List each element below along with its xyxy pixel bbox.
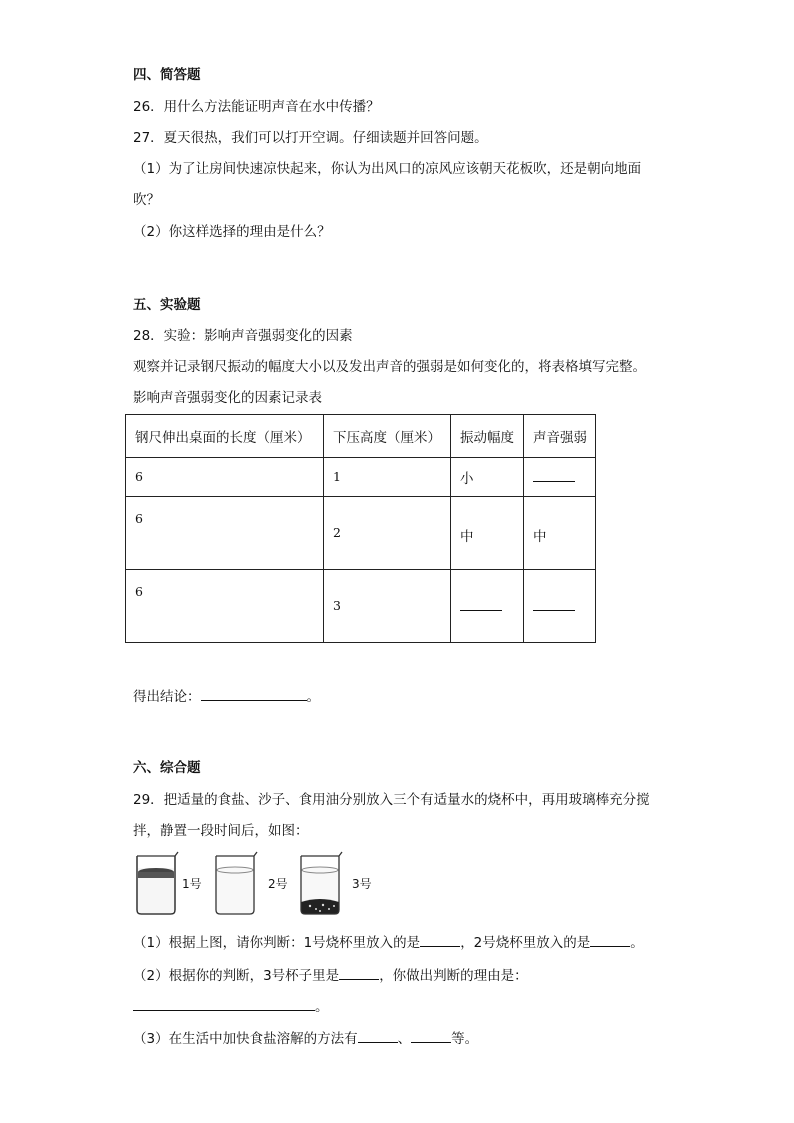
beaker-2-label: 2号 bbox=[268, 877, 288, 891]
question-29-part-2 bbox=[133, 965, 528, 986]
part-3-text-b: 、 bbox=[397, 1031, 412, 1047]
header-height: 下压高度（厘米） bbox=[324, 415, 451, 458]
cell-loudness: 中 bbox=[533, 529, 547, 545]
section-5-title: 五、实验题 bbox=[133, 297, 201, 313]
experiment-instruction: 观察并记录钢尺振动的幅度大小以及发出声音的强弱是如何变化的，将表格填写完整。 bbox=[133, 359, 646, 375]
part-1-text-b: ，2号烧杯里放入的是 bbox=[460, 935, 591, 951]
answer-blank[interactable] bbox=[358, 1028, 398, 1043]
period: 。 bbox=[306, 689, 320, 705]
beaker-1-icon bbox=[137, 852, 178, 914]
cell-amplitude: 中 bbox=[460, 529, 474, 545]
part-2-text-b: ，你做出判断的理由是： bbox=[379, 968, 528, 984]
conclusion-blank[interactable] bbox=[201, 686, 307, 701]
beaker-1-label: 1号 bbox=[182, 877, 202, 891]
record-table bbox=[125, 414, 596, 643]
cell-height: 2 bbox=[333, 525, 341, 540]
header-amplitude: 振动幅度 bbox=[451, 415, 524, 458]
header-length: 钢尺伸出桌面的长度（厘米） bbox=[126, 415, 324, 458]
answer-blank[interactable] bbox=[133, 996, 315, 1011]
answer-blank[interactable] bbox=[460, 598, 502, 611]
beakers-figure bbox=[130, 850, 380, 920]
conclusion-line bbox=[133, 686, 320, 707]
answer-blank[interactable] bbox=[590, 932, 630, 947]
question-29-part-3 bbox=[133, 1028, 478, 1049]
cell-length: 6 bbox=[135, 584, 143, 599]
table-row bbox=[126, 458, 596, 497]
cell-length: 6 bbox=[135, 511, 143, 526]
question-29-part-2-answer bbox=[133, 996, 329, 1017]
part-1-text-c: 。 bbox=[630, 935, 644, 951]
answer-blank[interactable] bbox=[411, 1028, 451, 1043]
beaker-3-icon bbox=[301, 852, 342, 914]
question-29-part-1 bbox=[133, 932, 644, 953]
period: 。 bbox=[315, 999, 329, 1015]
section-4-title: 四、简答题 bbox=[133, 67, 201, 83]
question-27-part-1: （1）为了让房间快速凉快起来，你认为出风口的凉风应该朝天花板吹，还是朝向地面 bbox=[133, 161, 642, 177]
beaker-3-label: 3号 bbox=[352, 877, 372, 891]
conclusion-label: 得出结论： bbox=[133, 689, 201, 705]
beaker-2-icon bbox=[216, 852, 257, 914]
table-row bbox=[126, 570, 596, 643]
answer-blank[interactable] bbox=[533, 598, 575, 611]
table-row bbox=[126, 497, 596, 570]
header-loudness: 声音强弱 bbox=[524, 415, 596, 458]
part-1-text-a: （1）根据上图，请你判断：1号烧杯里放入的是 bbox=[133, 935, 421, 951]
question-28: 28．实验：影响声音强弱变化的因素 bbox=[133, 328, 353, 344]
section-6-title: 六、综合题 bbox=[133, 760, 201, 776]
cell-height: 3 bbox=[333, 598, 341, 613]
question-26: 26．用什么方法能证明声音在水中传播？ bbox=[133, 99, 380, 115]
cell-height: 1 bbox=[333, 469, 341, 484]
question-29: 29．把适量的食盐、沙子、食用油分别放入三个有适量水的烧杯中，再用玻璃棒充分搅 bbox=[133, 792, 650, 808]
question-27-part-2: （2）你这样选择的理由是什么？ bbox=[133, 224, 331, 240]
answer-blank[interactable] bbox=[339, 965, 379, 980]
question-29-cont: 拌，静置一段时间后，如图： bbox=[133, 823, 309, 839]
table-caption: 影响声音强弱变化的因素记录表 bbox=[133, 390, 322, 406]
table-header-row bbox=[126, 415, 596, 458]
answer-blank[interactable] bbox=[420, 932, 460, 947]
question-27: 27．夏天很热，我们可以打开空调。仔细读题并回答问题。 bbox=[133, 130, 488, 146]
cell-amplitude: 小 bbox=[460, 471, 474, 487]
cell-length: 6 bbox=[135, 469, 143, 484]
answer-blank[interactable] bbox=[533, 469, 575, 482]
question-27-part-1-cont: 吹？ bbox=[133, 192, 160, 208]
part-3-text-a: （3）在生活中加快食盐溶解的方法有 bbox=[133, 1031, 358, 1047]
part-3-text-c: 等。 bbox=[451, 1031, 479, 1047]
part-2-text-a: （2）根据你的判断，3号杯子里是 bbox=[133, 968, 340, 984]
